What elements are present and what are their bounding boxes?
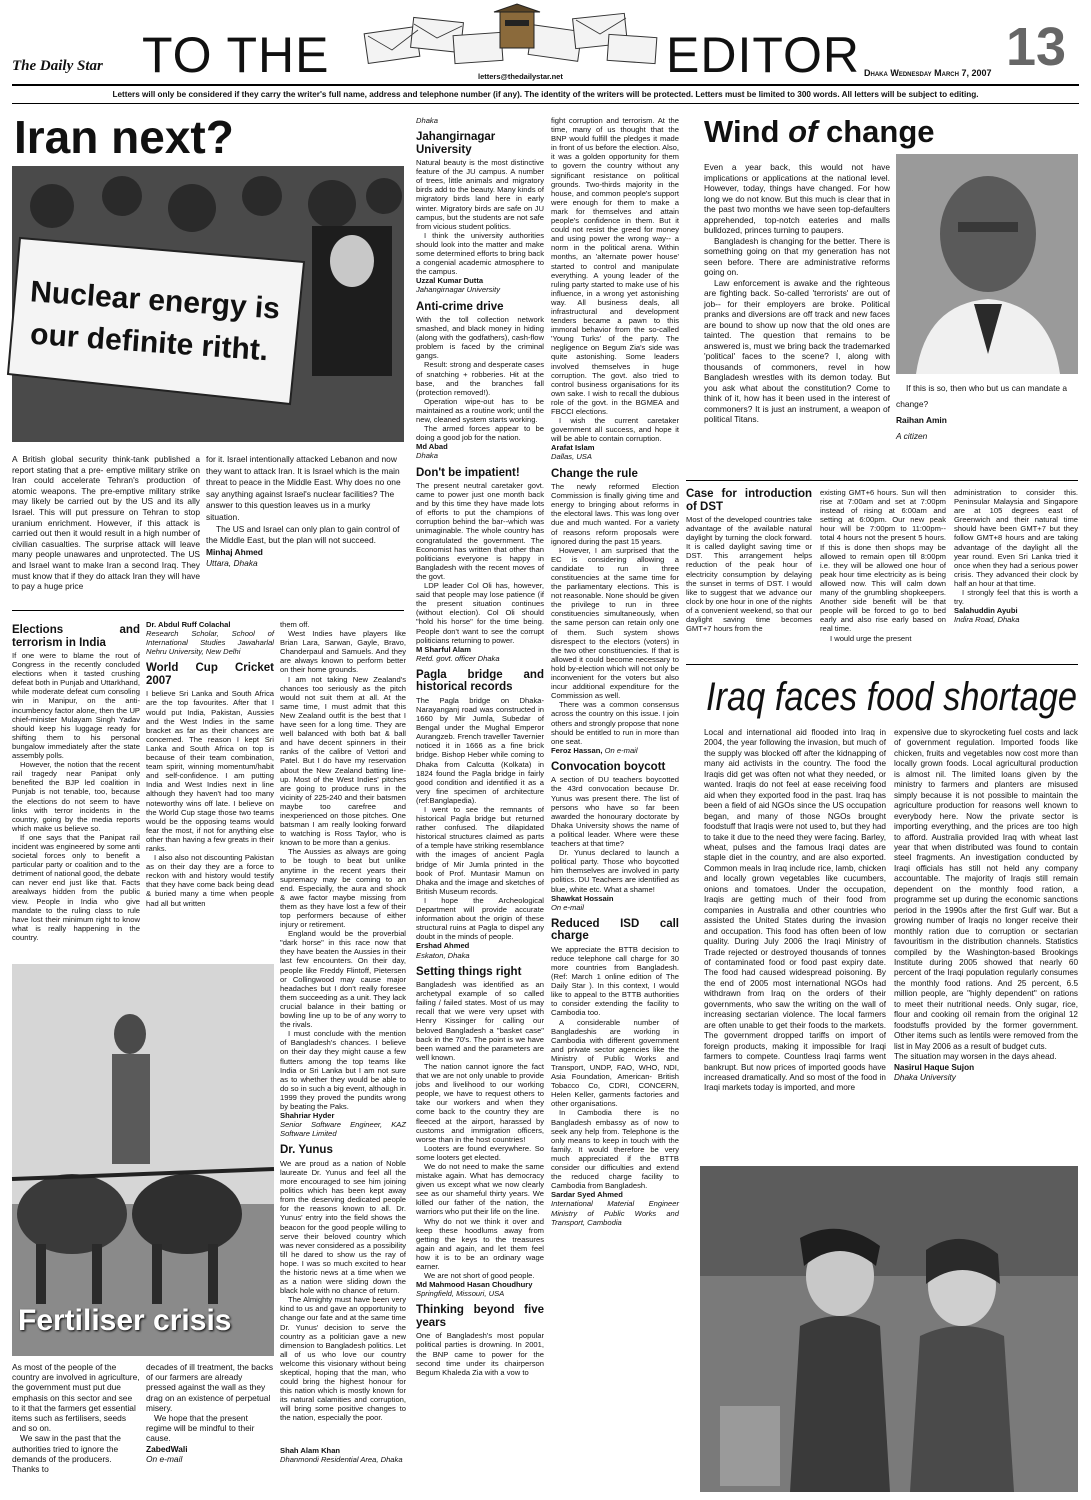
column-c: them off. West Indies have players like Brian Lara, Sarwan, Gayle, Bravo, Chanderpaul and Samuels. And they are always known to perform better on their home grounds. I am not taking New Zealand's chances too seriously as the pitch would not suit them at all. At the same time, I must admit that this New Zealand outfit is the best that I have seen for a long time. They are well balanced with both bat & ball and have decent spinners in their ranks of the calibre of Vettori and Patel. But I do have my reservation about the New Zealand batting line-up. Most of the West Indies' pitches are going to produce runs in the vicinity of 225-240 and their batsmen maybe too carefree and inexperienced on those pitches. One batsman I am really looking forward to watching is Ross Taylor, who is known to be more than a genius. The Aussies as always are going to be tough to beat but unlike anytime in the recent years their supremacy may be coming to an end. Especially, the aura and shock & awe factor maybe missing from them as they have lost a few of their top performers because of either injury or retirement. England would be the proverbial "dark horse" in this race now that they have beaten the Aussies in their last few encounters. On their day, people like Freddy Flintoff, Pietersen or Collingwood may cause major headaches but I don't really foresee them succeeding as a unit. They lack crucial balance in their batting or bowling line up to be of any worry to the rivals. I must conclude with the mention of Bangladesh's chances. I believe on their day they might cause a few flutters among the top teams like India or Sri Lanka but I am not sure as to whether they would be able to do so in such a big event, although in 1999 they proved the pundits wrong by beating the Paks. Shahriar Hyder Senior Software Engineer, KAZ Software Limited Dr. Yunus We are proud as a nation of Noble laureate Dr. Yunus and feel all the more encouraged to see him joining politics which has been kept away from the deserving dedicated people for the reasons known to all. Dr. Yunus' entry into the field shows the beacon for the good people willing to serve their beloved country which was never considered as a possibility till he dared to show us the ray of hope. I was so much excited to hear the historic news at a time when we as a nation were sliding down the black hole with no chance of return. The Almighty must have been very kind to us and gave an opportunity to change our fate and at the same time Dr. Yunus' decision to serve the country as a politician gave a new dimension to Bangladesh politics. Let all of us who love our country welcome this visionary without being skeptical, hoping that the man, who could bring the highest honour for this nation which is mostly known for its natural calamities and corruption, will bring some positive changes to the nation, especially the poor. [280,620,406,1423]
boycott-signature: Shawkat Hossain [551,893,614,903]
dst-bottom-rule [686,664,1078,665]
protest-banner-line-2: our definite ritht. [29,317,270,368]
elections-headline: Elections and terrorism in India [12,624,140,649]
iran-bottom-rule [12,610,404,611]
dst-col-2: existing GMT+6 hours. Sun will then rise at 7:00am and set at 7:00pm instead of rising at 6:00am and setting at 6:00pm. Our new peak hour will be 7:00pm to 11:00pm-- total 4 hours not the present 5 hours. If this is done then shops may be allowed to remain open till 8:00pm i.e. they will be allowed one hour of peak hour time electricity as is being allowed now. This will calm down many of the grumbling shopkeepers. Another side benefit will be that people will be forced to go to bed early and also rise early based on real time. I would urge the present [820,488,946,643]
wind-affiliation: A citizen [896,431,928,441]
isd-affiliation: International Material Engineer Ministry of Public Works and Transport, Cambodia [551,1199,679,1227]
dateline: Dhaka Wednesday March 7, 2007 [864,68,992,78]
column-4: fight corruption and terrorism. At the time, many of us thought that the BNP would fulfill the pledges it made in front of us before the election. Also, it was a golden opportunity for them to govern the country without any significant resistance on political grounds. Two-thirds majority in the house, and common people's support were enough for them to make a mark for themselves and attain people's confidence in them. But it could not resist the greed for money and using power the wrong way-- a norm in the political arena. Within months, an 'alternate power house' started to control and manipulate everything. A young leader of the ruling party started to make use of his influence, in a wrong yet astonishing way. All business deals, all infrastructural and development tenders became a pawn to this immoral behavior from the so-called 'Young Turks' of the party. The negligence on Begum Zia's side was quite astonishing. Some leaders involved themselves in huge corruption. The govt. also tried to control business organisations for its own sake. I wish to recall the dubious role of the govt. in the BGMEA and FBCCI elections. I wish the current caretaker government all success, and hope it will be able to contain corruption. Arafat Islam Dallas, USA Change the rule The newly reformed Election Commission is finally giving time and energy to bringing about reforms in the electoral laws. This was long over due and much wanted. For a variety of reasons reform proposals were ignored during the past 15 years. However, I am surprised that the EC is considering allowing a candidate to run in three constituencies at the same time for the parliamentary elections. This is not reasonable. None should be given the privilege to run in three constituencies simultaneously, when the same person can retain only one of them. Such system shows disrespect to the electors (voters) in the two other constituencies. If that is allowed it could become necessary to hold by-election which will not only be inconvenient for the voters but also incur additional expenditure for the Commission as well. There was a common consensus across the country on this issue. I join others and strongly propose that none should be entitled to run in more than one seat. Feroz Hassan, On e-mail Convocation boycott A section of DU teachers boycotted the 43rd convocation because Dr. Yunus was present there. The list of persons who have so far been awarded the honourary doctorate by Dhaka University shows the name of a political leader. Where were these teachers at that time? Dr. Yunus declared to launch a political party. Those who boycotted him themselves are involved in party politics. DU Teachers are identified as blue, white etc. What a shame! Shawkat Hossain On e-mail Reduced ISD call charge We appreciate the BTTB decision to reduce telephone call charge for 30 more countries from Bangladesh. (Ref: March 1 online edition of The Daily Star ). In this context, I would like to appeal to the BTTB authorities to consider extending the facility to Cambodia too. A considerable number of Bangladeshis are working in Cambodia with different government and private sector agencies like the Ministry of Public Works and Transport, UNDP, FAO, WHO, NDI, Asia Foundation, American- British Tobacco Co, CDRI, CONCERN, Helen Keller, garments factories and other organisations. In Cambodia there is no Bangladesh embassy as of now to seek any help from. Telephone is the only means to keep in touch with the family. It would therefore be very much appreciated if the BTTB consider our difficulties and extend the reduced charge facility to Cambodia from Bangladesh. Sardar Syed Ahmed International Material Engineer Ministry of Public Works and Transport, Cambodia [551,116,679,1227]
farmer-ox-image-icon [12,964,274,1356]
fertiliser-signature: ZabedWali [146,1443,188,1454]
submission-notice: Letters will only be considered if they carry the writer's full name, address and telephone number (if any). The identity of the writers will be protected. Letters must be limited to 300 words. All letters will be subject to editing. [112,90,979,99]
iraq-col-1: Local and international aid flooded into Iraq in 2004, the year following the invasion, but much of the supply was blocked off after the kidnapping of many aid activists in the country. The food the Iraqis did get was often not what they needed, or wanted. Iraqis do not feel at ease receiving food aid when they exported food in the past. Iraq has been a field of aid NGOs since the US occupation began, and many of those NGOs brought foodstuff that Iraqis were not used to, but they had to take it due to the need they were facing. Barley, wheat, pulses and the famous Iraqi dates are staple diet in the country, and are also exported. Common meals in Iraq include rice, lamb, chicken and locally grown vegetables like cucumbers, onions and tomatoes. Under the occupation, Iraqis are getting much of their food from companies in Australia and other countries who assisted the United States during the invasion and occupation. This food has often been of low quality. During July 2006 the Iraqi Ministry of Trade rejected or destroyed thousands of tonnes of contaminated food or food past expiry date. The food had caused widespread poisoning. By the end of 2005 most international NGOs had withdrawn from Iraq on the orders of their governments, who saw the writing on the wall of increasing sectarian violence. The local farmers are often unable to get their foods to the markets. The government dropped tariffs on import of foreign products, making it impossible for Iraqi farmers to compete. Countless Iraqi farms went bankrupt. But now prices of imported goods have increased dramatically. And so most of the food in Iraqi markets today is imported, and more [704,728,886,1093]
iraq-headline: Iraq faces food shortage [706,675,1077,719]
iraq-signature: Nasirul Haque Sujon [894,1062,975,1072]
yunus-affiliation: Dhanmondi Residential Area, Dhaka [280,1455,403,1465]
column-3: Dhaka Jahangirnagar University Natural beauty is the most distinctive feature of the JU campus. A number of trees, little animals and migratory birds add to the beauty. Many kinds of migratory birds land here in early winter. Migratory birds are safe on JU campus, but the students are not safe from vicious student politics. I think the university authorities should look into the matter and make some determined efforts to bring back a congenial academic atmosphere to the campus. Uzzal Kumar Dutta Jahangirnagar University Anti-crime drive With the toll collection network smashed, and black money in hiding (along with the godfathers), cash-flow problem is faced by the criminal gangs. Result: strong and desperate cases of snatching + robberies. Hit at the base, and the branches fall (protection removed!). Operation wipe-out has to be maintained as a routine work; until the new, cleaned system starts working. The armed forces appear to be doing a good job for the nation. Md Abad Dhaka Don't be impatient! The present neutral caretaker govt. came to power just one month back and by this time they have made lots of efforts to put the champions of corruption behind the bar--which was unimaginable. The whole country has congratulated the government. The Economist has written that other than politicians everyone is happy in Bangladesh with the recent moves of the govt. LDP leader Col Oli has, however, said that people may lose patience (if the present situation continues (without election). Col Oli should "hold his horse" for the time being. People don't want to see the corrupt politicians returning to power. M Sharful Alam Retd. govt. officer Dhaka Pagla bridge and historical records The Pagla bridge on Dhaka-Narayanganj road was constructed in 1660 by Mir Jumla, Subedar of Bengal under the Mughal Emperor Aurangzeb. French traveller Tavernier noticed it in 1666 as a fine brick bridge. Bishop Heber while coming to Dhaka from Calcutta (Kolkata) in 1824 found the Pagla bridge in fairly good condition and identified it as a very fine specimen of architecture (ref:Banglapedia). I went to see the remnants of historical Pagla bridge but returned rather confused. The dilapidated historical structures claimed as parts of a temple have striking resemblance with the images of ancient Pagla bridge of Mir Jumla printed in the book of Prof. Muntasir Mamun on Dhaka and the image and sketches of British Museum records. I hope the Archeological Department will provide accurate information about the origin of these structural ruins at Pagla to dispel any doubt in the minds of people. Ershad Ahmed Eskaton, Dhaka Setting things right Bangladesh was identified as an archetypal example of so called failing / failed states. Most of us may recall that we were very upset with Henry Kissinger for calling our beloved Bangladesh a "basket case" back in the 70's. The point is we have been warned and the parameters are well known. The nation cannot ignore the fact that we are not only unable to provide jobs and livelihood to our working people, we have to request others to take our workers and when they come back to the country they are fleeced at the airport, harassed by customs and immigration officers, worse than in the host countries! Looters are found everywhere. So some looters get elected. We do not need to make the same mistake again. What has democracy given us except what we now clearly see as our shameful thirty years. We killed our father of the nation, the warriors who put their life on the line. Why do not we think it over and keep these hoodlums away from getting the keys to the treasures again and again, and let them feel how it is to be an ordinary wage earner. We are not short of good people. Md Mahmood Hasan Choudhury Springfield, Missouri, USA Thinking beyond five years One of Bangladesh's most popular political parties is drowning. In 2001, the BNP came to power for the second time under its chairperson Begum Khaleda Zia with a vow to [416,116,544,1377]
wind-letter-end: If this is so, then who but us can mandate a change? Raihan Amin A citizen [896,380,1078,470]
iran-letter-col-1: A British global security think-tank published a report stating that a pre- emptive military strike on Iran could accelerate Tehran's production of atomic weapons. The pre-emptive military strike may likely be carried out by the US and its ally Israel. This will put pressure on Tehran to stop uranium enrichment. However, if this attack is carried out then it would result in a high number of civilian casualties. The surprise attack will leave many people unawares and unprotected. The US and Israel want to make Iran a second Iraq. They must know that if they do attack Iran they will have to pay a huge price [12,454,200,592]
iraq-children-photo [700,1166,1078,1492]
anticrime-headline: Anti-crime drive [416,300,504,313]
masthead-rule [12,84,1079,86]
iran-affiliation: Uttara, Dhaka [206,558,258,569]
iran-headline: Iran next? [14,111,234,163]
anticrime-affiliation: Dhaka [416,451,438,461]
wind-portrait-photo [896,154,1078,374]
ju-affiliation: Jahangirnagar University [416,285,500,295]
masthead-title-right: EDITOR [666,27,860,83]
dst-affiliation: Indira Road, Dhaka [954,615,1020,625]
dst-signature: Salahuddin Ayubi [954,606,1018,616]
setting-headline: Setting things right [416,965,522,978]
iraq-col-2: expensive due to skyrocketing fuel costs and lack of government regulation. Imported foods like chicken, fruits and vegetables now cost more than locally grown foods. Local agricultural production is almost nil. The limited loans given by the ministry to farmers and planters are misused simply because it is not possible to maintain the agriculture production for reasons well known to everybody here. Now the private sector is importing everything, and the prices are too high to afford. Australia provided Iraq with wheat last year that when distributed was found to contain steel fragments. An investigation conducted by Iraqi officials has still not held any company accountable. The majority of Iraqis still remain dependent on the monthly food ration, a programme set up during the economic sanctions period in the 1990s after the first Gulf war. But a growing number of Iraqis no longer receive their monthly ration due to corruption or sectarian favouritism in the distribution channels. Statistics compiled by the Washington-based Brookings Institute during 2005 showed that nearly 60 percent of the Iraqi population regularly consumes the monthly food rations. And 25 percent, 6.5 million people, are "highly dependent" on rations to meet their nutritional needs. Only sugar, rice, flour and cooking oil remain from the original 12 foodstuffs provided by the former government. Other items such as lentils were removed from the list in May 2006 as a result of budget cuts. The situation may worsen in the days ahead. Nasirul Haque Sujon Dhaka University [894,728,1078,1082]
masthead [0,0,1091,90]
iran-letter-col-2: for it. Israel intentionally attacked Lebanon and now they want to attack Iran. It is Israel which is the main threat to peace in the Middle East. Why does no one say anything against Israel's nuclear facilities? The answer to this question leaves us in a murky situation. The US and Israel can only plan to gain control of the Middle East, but the plan will not succeed. Minhaj Ahmed Uttara, Dhaka [206,454,401,569]
worldcup-headline: World Cup Cricket 2007 [146,662,274,687]
ju-headline: Jahangirnagar University [416,131,496,156]
elections-affiliation: Research Scholar, School of International Studies Jawaharlal Nehru University, New Delhi [146,629,274,657]
thinking-headline: Thinking beyond five years [416,1304,544,1329]
envelope-icon [362,6,662,68]
column-b: Dr. Abdul Ruff Colachal Research Scholar, School of International Studies Jawaharlal Nehru University, New Delhi World Cup Cricket 2007 I believe Sri Lanka and South Africa are the top favourites. After that I would put India, Pakistan, Aussies and the West Indies in the same bracket as far as their chances are concerned. The reason I kept Sri Lanka and South Africa on top is because of their team combination, team spirit, winning momentum/habit and self-confidence. I am putting India and West Indies next in line although they haven't had too many noteworthy wins off late. I believe on the World Cup stage those two teams would be the opposing teams would fear the most, if not for anything else other than having a few greats in their ranks. I also also not discounting Pakistan as on their day they are a force to reckon with and history would testify that they have come back being dead & buried many a time when people had all but written [146,620,274,908]
iran-signature: Minhaj Ahmed [206,546,263,557]
editor-email[interactable]: letters@thedailystar.net [478,72,563,81]
rule-headline: Change the rule [551,467,638,480]
pagla-headline: Pagla bridge and historical records [416,668,544,694]
yunus-headline: Dr. Yunus [280,1144,333,1157]
rule-signature: Feroz Hassan, On e-mail [551,745,638,755]
setting-signature: Md Mahmood Hasan Choudhury [416,1280,533,1290]
yunus-signature: Shah Alam Khan [280,1446,341,1455]
wind-bottom-rule [686,480,1078,481]
iran-protest-photo [12,166,404,442]
notice-rule [12,103,1079,104]
column-a: Elections and terrorism in India If one were to blame the rout of Congress in the recently concluded elections when it tasted crushing defeat both in Punjab and Uttarkhand, while moderate defeat cum consoling win in Manipur, on the anti-incumbency factor alone, then the UP chief-minister Mulayam Singh Yadav should keep his luggage ready for shifting them to his personal bungalow immediately after the state assembly polls. However, the notion that the recent rail tragedy near Panipat only benefited the BJP led coalition in Punjab is not tenable, too, because the elections do not seem to have links with terror incidents in the country, going by the media reports which make us believe so. If one says that the Panipat rail incident was engineered by some anti societal forces only to benefit a particular party or coalition and to the detriment of national good, the debate can never end just like that. Facts arealways hidden from the public view. People in India who give mandate to the ruling class to rule have lost their minimum right to know what is really happening in the country. [12,624,140,942]
iraq-affiliation: Dhaka University [894,1072,956,1082]
dst-col-1: Case for introduction of DST Most of the developed countries take advantage of the available natural daylight by turning the clock forward. It is called daylight saving time or DST. This arrangement helps reduction of the peak hour of electricity consumption by delaying the sunset in terms of DST. I would like to suggest that we advance our clock by one hour in one of the nights of a convenient weekend, so that our daylight saving time becomes GMT+7 hours from the [686,488,812,634]
isd-headline: Reduced ISD call charge [551,917,679,943]
elections-signature: Dr. Abdul Ruff Colachal [146,620,231,629]
masthead-title-left: TO THE [142,27,330,83]
wind-letter: Even a year back, this would not have implications or applications at the national level. However, today, things have changed. For how long we do not know. But this much is clear that in the past two months we have seen top-defaulters apprehended, top-notch eateries and malls bulldozed, princes turning to paupers. Bangladesh is changing for the better. There is something going on that my generation has not seen before. There are administrative reforms going on. Law enforcement is awake and the righteous are fighting back. So-called 'terrorists' are out of job-- for their employers are broke. Political pranks and diversions are off track and new faces are bound to show up now that the old ones are tainted. The question that remains to be answered is, must we bring back the trademarked 'political' faces to the scene? I, along with thousands of commoners, revel in how Bangladesh wrestles with its demon today. But you ask what about the constitution? Come to think of it, how has it been used in the interest of commoners? It is just an instrument, a weapon of political Titans. [704,162,890,424]
envelopes-illustration [362,6,662,68]
paper-logo: The Daily Star [12,58,103,74]
pagla-affiliation: Eskaton, Dhaka [416,950,470,960]
yunus-signature-block [280,1446,406,1486]
boycott-affiliation: On e-mail [551,902,584,912]
setting-affiliation: Springfield, Missouri, USA [416,1289,505,1299]
fertiliser-col-1: As most of the people of the country are involved in agriculture, the government must put due emphasis on this sector and see to it that the farmers get essential items such as fertilisers, seeds and so on. We saw in the past that the authorities tried to ignore the demands of the producers. Thanks to [12,1362,140,1475]
fertiliser-photo [12,964,274,1356]
fertiliser-caption: Fertiliser crisis [18,1304,232,1337]
children-image-icon [700,1166,1078,1492]
wind-signature: Raihan Amin [896,415,947,425]
page-number: 13 [1006,17,1067,77]
boycott-headline: Convocation boycott [551,760,666,773]
dst-headline: Case for introduction of DST [686,488,812,513]
corruption-affiliation: Dallas, USA [551,452,592,462]
worldcup-signature: Shahriar Hyder [280,1111,335,1121]
isd-signature: Sardar Syed Ahmed [551,1190,623,1200]
impatient-affiliation: Retd. govt. officer Dhaka [416,653,500,663]
pagla-signature: Ershad Ahmed [416,941,470,951]
worldcup-affiliation: Senior Software Engineer, KAZ Software Limited [280,1120,406,1139]
fertiliser-col-2: decades of ill treatment, the backs of our farmers are already pressed against the wall as they drag on an existence of perpetual misery. We hope that the present regime will be mindful to their cause. ZabedWali On e-mail [146,1362,274,1464]
protest-banner-line-1: Nuclear energy is [29,275,282,326]
dst-col-3: administration to consider this. Peninsular Malaysia and Singapore are at 105 degrees east of Greenwich and their natural time should have been GMT+7 but they follow GMT+8 hours and are taking advantage of the daylight all the year round. Even Sri Lanka tried it once when they had a serious power crisis. They advanced their clock by half an hour at that time. I strongly feel that this is worth a try. Salahuddin Ayubi Indira Road, Dhaka [954,488,1078,625]
portrait-image-icon [896,154,1078,374]
impatient-headline: Don't be impatient! [416,466,520,479]
anticrime-signature: Md Abad [416,442,448,452]
corruption-signature: Arafat Islam [551,443,595,453]
wind-headline: Wind of change [704,114,935,149]
ju-signature: Uzzal Kumar Dutta [416,276,484,286]
fertiliser-affiliation: On e-mail [146,1453,183,1464]
impatient-signature: M Sharful Alam [416,644,471,654]
